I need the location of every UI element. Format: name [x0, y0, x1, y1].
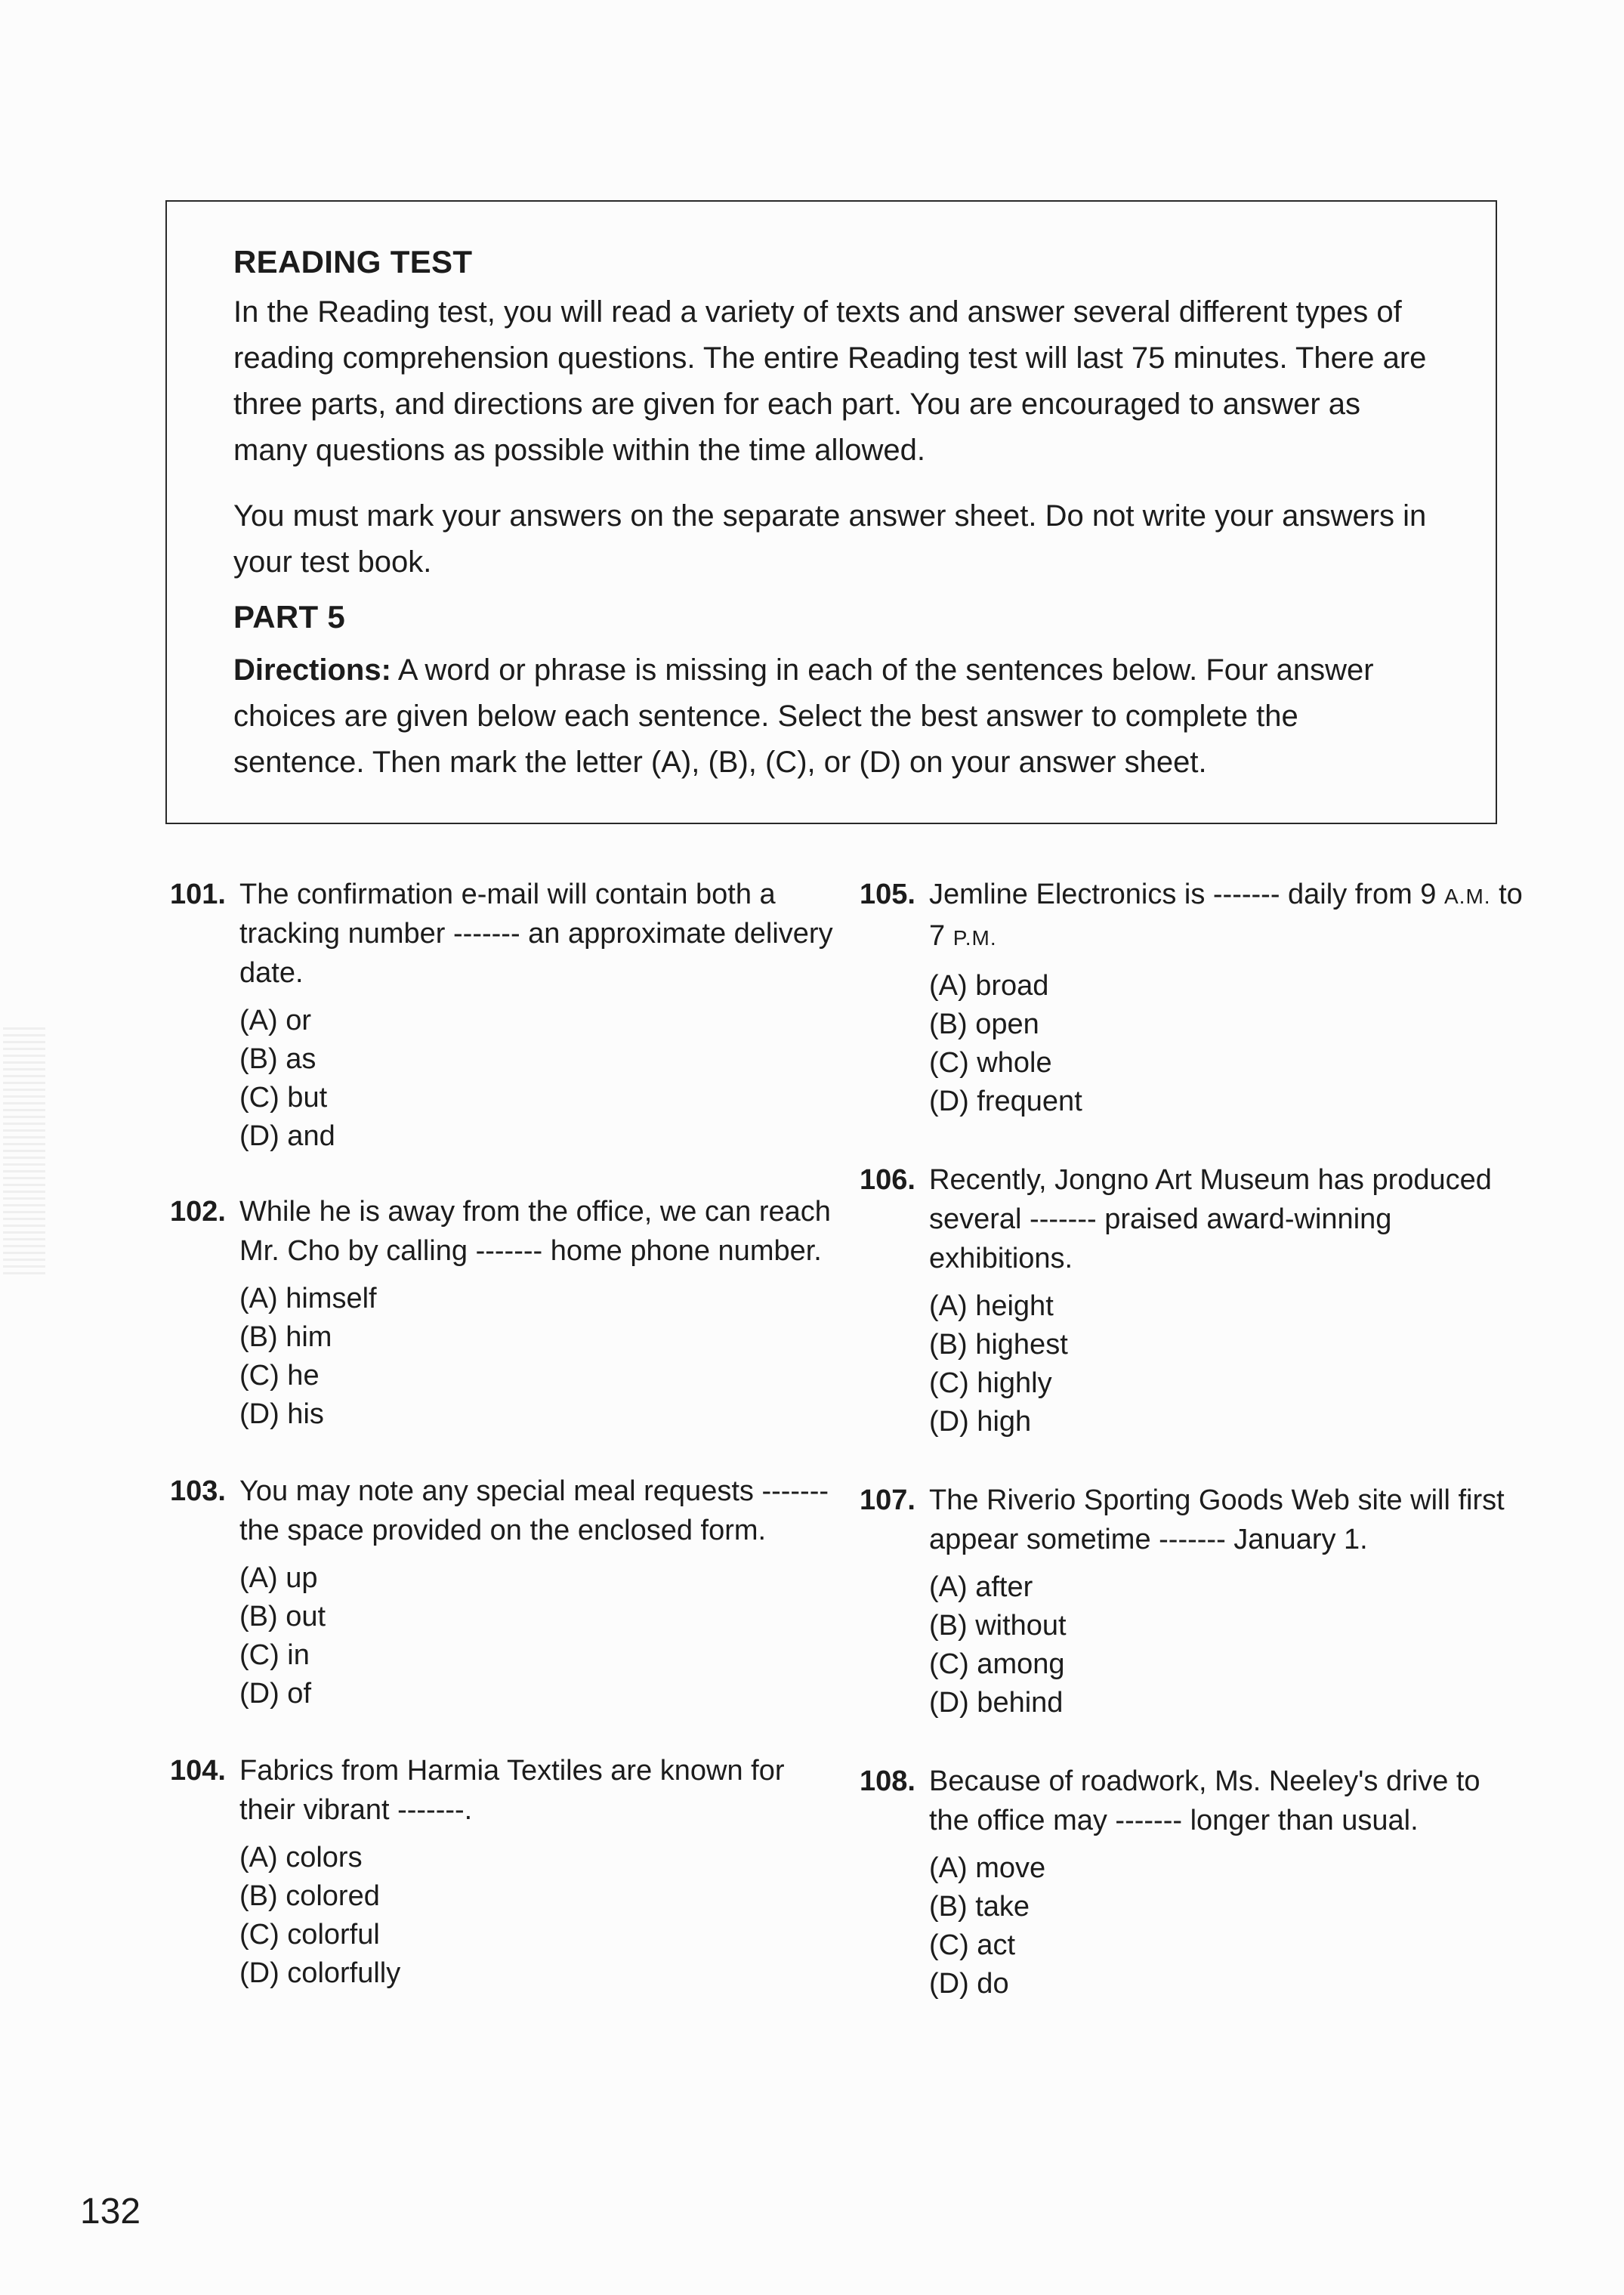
- option-b: (B) open: [929, 1009, 1039, 1040]
- option-a: (A) himself: [239, 1283, 377, 1314]
- question-stem: The Riverio Sporting Goods Web site will first appear sometime ------- January 1.: [929, 1484, 1505, 1555]
- question-102: [170, 1192, 835, 1434]
- option-b: (B) without: [929, 1610, 1067, 1642]
- scan-smudge: [3, 1027, 45, 1277]
- answer-sheet-paragraph: You must mark your answers on the separate answer sheet. Do not write your answers in your test book.: [233, 499, 1427, 579]
- question-number: 108.: [860, 1765, 915, 1797]
- question-stem: Fabrics from Harmia Textiles are known for their vibrant -------.: [239, 1755, 785, 1826]
- directions-label: Directions:: [233, 653, 391, 687]
- questions-left-column: [170, 875, 835, 1993]
- question-number: 103.: [170, 1475, 226, 1507]
- question-107: [860, 1481, 1524, 1722]
- option-c: (C) highly: [929, 1367, 1052, 1399]
- option-c: (C) colorful: [239, 1919, 380, 1951]
- question-stem: While he is away from the office, we can reach Mr. Cho by calling ------- home phone number.: [239, 1196, 831, 1267]
- answer-options: [929, 1568, 1524, 1722]
- question-108: [860, 1762, 1524, 2003]
- answer-options: [239, 1839, 835, 1993]
- reading-test-heading: READING TEST: [233, 244, 473, 280]
- option-d: (D) behind: [929, 1687, 1064, 1719]
- option-b: (B) him: [239, 1321, 332, 1353]
- question-stem: Because of roadwork, Ms. Neeley's drive to the office may ------- longer than usual.: [929, 1765, 1480, 1836]
- option-d: (D) frequent: [929, 1086, 1082, 1117]
- directions-paragraph: [233, 647, 1435, 786]
- answer-options: [929, 967, 1524, 1121]
- option-b: (B) out: [239, 1601, 326, 1632]
- option-a: (A) colors: [239, 1842, 363, 1873]
- question-number: 107.: [860, 1484, 915, 1516]
- option-d: (D) high: [929, 1406, 1032, 1438]
- answer-options: [239, 1280, 835, 1434]
- time-am: A.M.: [1444, 885, 1491, 908]
- option-c: (C) in: [239, 1639, 310, 1671]
- part-title: PART 5: [233, 599, 346, 635]
- option-d: (D) colorfully: [239, 1957, 401, 1989]
- question-106: [860, 1160, 1524, 1441]
- option-c: (C) he: [239, 1360, 320, 1392]
- question-number: 105.: [860, 879, 915, 910]
- question-stem: The confirmation e-mail will contain both a tracking number ------- an approximate delivery date.: [239, 879, 833, 989]
- option-b: (B) highest: [929, 1329, 1068, 1361]
- option-a: (A) broad: [929, 970, 1049, 1002]
- question-stem: [929, 875, 1524, 958]
- questions-right-column: [860, 875, 1524, 2003]
- time-pm: P.M.: [952, 926, 997, 950]
- question-103: [170, 1472, 835, 1713]
- question-number: 104.: [170, 1755, 226, 1787]
- answer-options: [239, 1559, 835, 1713]
- intro-paragraph: In the Reading test, you will read a variety of texts and answer several different types of reading comprehension questions. The entire Reading test will last 75 minutes. There are three parts, and directions are given for each part. You are encouraged to answer as many questions as possible within the time allowed.: [233, 295, 1427, 467]
- stem-text: to 7: [929, 879, 1523, 952]
- question-number: 106.: [860, 1164, 915, 1196]
- question-number: 102.: [170, 1196, 226, 1228]
- question-104: [170, 1751, 835, 1993]
- option-a: (A) height: [929, 1290, 1054, 1322]
- option-b: (B) take: [929, 1891, 1030, 1923]
- option-b: (B) colored: [239, 1880, 380, 1912]
- option-d: (D) of: [239, 1678, 311, 1710]
- question-101: [170, 875, 835, 1156]
- question-stem: You may note any special meal requests ------- the space provided on the enclosed form.: [239, 1475, 829, 1546]
- option-a: (A) after: [929, 1571, 1033, 1603]
- option-c: (C) but: [239, 1082, 328, 1114]
- question-105: [860, 875, 1524, 1121]
- answer-options: [929, 1849, 1524, 2003]
- question-stem: Recently, Jongno Art Museum has produced several ------- praised award-winning exhibitions.: [929, 1164, 1492, 1274]
- answer-options: [239, 1002, 835, 1156]
- directions-text: A word or phrase is missing in each of the sentences below. Four answer choices are given below each sentence. Select the best answer to complete the sentence. Then mark the letter (A), (B), (C), or (D) on your answer sheet.: [233, 653, 1374, 779]
- option-c: (C) whole: [929, 1047, 1052, 1079]
- answer-options: [929, 1287, 1524, 1441]
- question-number: 101.: [170, 879, 226, 910]
- option-d: (D) and: [239, 1120, 335, 1152]
- option-d: (D) his: [239, 1398, 324, 1430]
- option-a: (A) move: [929, 1852, 1046, 1884]
- option-c: (C) among: [929, 1648, 1065, 1680]
- stem-text: Jemline Electronics is ------- daily from 9: [929, 879, 1444, 910]
- option-b: (B) as: [239, 1043, 316, 1075]
- option-a: (A) up: [239, 1562, 318, 1594]
- directions-box: [165, 200, 1497, 824]
- option-d: (D) do: [929, 1968, 1009, 2000]
- page-number: 132: [80, 2192, 141, 2232]
- option-c: (C) act: [929, 1929, 1015, 1961]
- option-a: (A) or: [239, 1005, 311, 1036]
